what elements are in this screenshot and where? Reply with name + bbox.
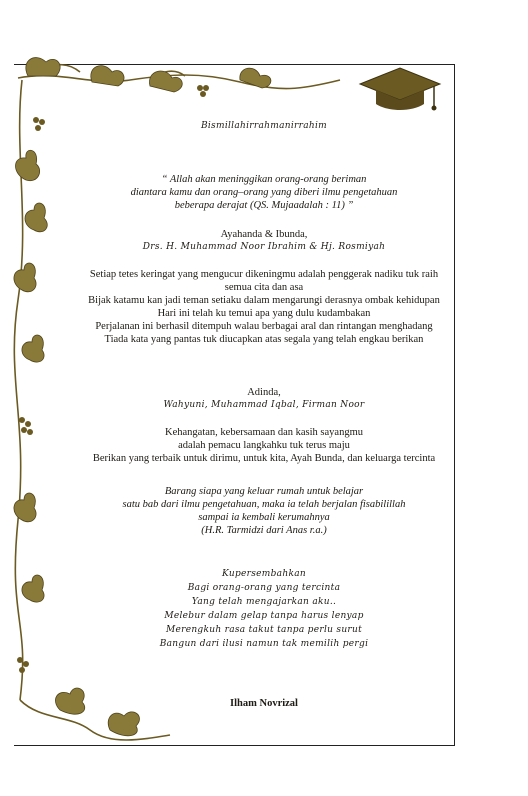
- message-line: Berikan yang terbaik untuk dirimu, untuk kita, Ayah Bunda, dan keluarga tercinta: [92, 453, 436, 464]
- verse-line: Merengkuh rasa takut tanpa perlu surut: [165, 625, 363, 635]
- hadith-line: satu bab dari ilmu pengetahuan, maka ia telah berjalan fisabilillah: [122, 499, 406, 510]
- siblings-message: [14, 426, 514, 465]
- verse-line: Yang telah mengajarkan aku..: [191, 597, 337, 607]
- message-line: Kehangatan, kebersamaan dan kasih sayangmu: [165, 427, 363, 438]
- message-line: Tiada kata yang pantas tuk diucapkan atas segala yang telah engkau berikan: [104, 334, 424, 345]
- hadith-line: sampai ia kembali kerumahnya: [198, 512, 330, 523]
- hadith-line: (H.R. Tarmidzi dari Anas r.a.): [201, 525, 327, 536]
- parents-message: [14, 268, 514, 346]
- quote-line: “ Allah akan meninggikan orang-orang beriman: [161, 174, 367, 185]
- hadith-line: Barang siapa yang keluar rumah untuk belajar: [164, 486, 364, 497]
- quran-quote: [14, 173, 514, 212]
- dedication-verse: [14, 567, 514, 651]
- message-line: Perjalanan ini berhasil ditempuh walau berbagai aral dan rintangan menghadang: [95, 321, 433, 332]
- quote-line: diantara kamu dan orang–orang yang diberi ilmu pengetahuan: [130, 187, 398, 198]
- message-line: Setiap tetes keringat yang mengucur dikeningmu adalah penggerak nadiku tuk raih: [89, 269, 439, 280]
- verse-line: Melebur dalam gelap tanpa harus lenyap: [164, 611, 364, 621]
- dedication-page-content: [14, 120, 514, 710]
- quote-line: beberapa derajat (QS. Mujaadalah : 11) ”: [174, 200, 354, 211]
- parents-names: Drs. H. Muhammad Noor Ibrahim & Hj. Rosmiyah: [142, 242, 386, 252]
- bismillah: Bismillahirrahmanirrahim: [200, 121, 328, 131]
- siblings-names: Wahyuni, Muhammad Iqbal, Firman Noor: [163, 400, 365, 410]
- verse-line: Bagi orang-orang yang tercinta: [187, 583, 341, 593]
- parents-heading: Ayahanda & Ibunda,: [220, 229, 308, 240]
- verse-line: Kupersembahkan: [222, 569, 306, 579]
- author-name: Ilham Novrizal: [230, 698, 298, 709]
- hadith-quote: [14, 485, 514, 537]
- message-line: semua cita dan asa: [224, 282, 304, 293]
- message-line: adalah pemacu langkahku tuk terus maju: [178, 440, 350, 451]
- siblings-heading: Adinda,: [247, 387, 281, 398]
- message-line: Bijak katamu kan jadi teman setiaku dalam mengarungi derasnya ombak kehidupan: [88, 295, 440, 306]
- verse-line: Bangun dari ilusi namun tak memilih pergi: [159, 639, 369, 649]
- message-line: Hari ini telah ku temui apa yang dulu kudambakan: [157, 308, 371, 319]
